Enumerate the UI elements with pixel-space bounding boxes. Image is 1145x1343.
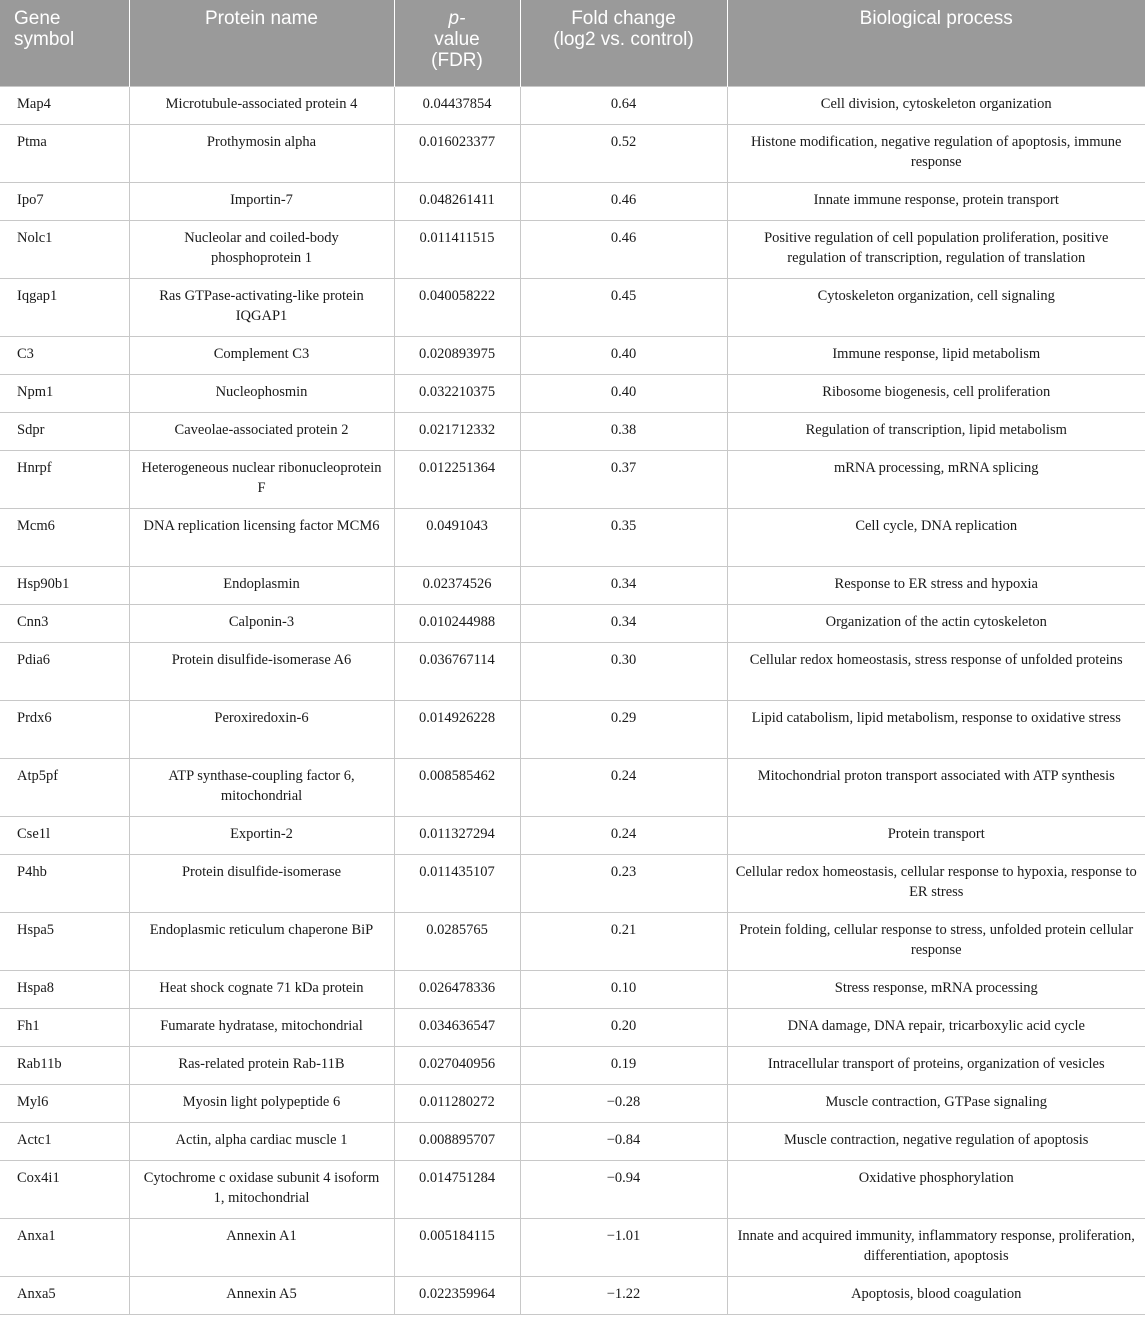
gene-symbol-cell: Cse1l	[0, 816, 129, 854]
p-value-cell: 0.026478336	[394, 970, 520, 1008]
fold-change-cell: 0.34	[520, 604, 727, 642]
gene-symbol-cell: Anxa5	[0, 1276, 129, 1314]
protein-name-cell: Calponin-3	[129, 604, 394, 642]
p-value-cell: 0.008585462	[394, 758, 520, 816]
p-value-cell: 0.021712332	[394, 412, 520, 450]
biological-process-cell: Response to ER stress and hypoxia	[727, 566, 1145, 604]
p-value-cell: 0.027040956	[394, 1046, 520, 1084]
protein-name-cell: Exportin-2	[129, 816, 394, 854]
gene-symbol-cell: Atp5pf	[0, 758, 129, 816]
p-value-cell: 0.011435107	[394, 854, 520, 912]
fold-change-cell: −0.28	[520, 1084, 727, 1122]
protein-name-cell: Protein disulfide-isomerase	[129, 854, 394, 912]
table-row	[0, 1160, 1145, 1218]
header-fold-change: Fold change (log2 vs. control)	[520, 0, 727, 86]
protein-name-cell: Nucleolar and coiled-body phosphoprotein 1	[129, 220, 394, 278]
p-value-cell: 0.005184115	[394, 1218, 520, 1276]
gene-symbol-cell: Mcm6	[0, 508, 129, 566]
fold-change-cell: −0.94	[520, 1160, 727, 1218]
table-header	[0, 0, 1145, 86]
protein-name-cell: Annexin A1	[129, 1218, 394, 1276]
biological-process-cell: Intracellular transport of proteins, organization of vesicles	[727, 1046, 1145, 1084]
protein-name-cell: Microtubule-associated protein 4	[129, 86, 394, 124]
table-row	[0, 450, 1145, 508]
protein-name-cell: ATP synthase-coupling factor 6, mitochondrial	[129, 758, 394, 816]
p-value-cell: 0.036767114	[394, 642, 520, 700]
fold-change-cell: 0.19	[520, 1046, 727, 1084]
table-body	[0, 86, 1145, 1314]
protein-name-cell: Endoplasmin	[129, 566, 394, 604]
table-row	[0, 816, 1145, 854]
p-value-cell: 0.020893975	[394, 336, 520, 374]
p-value-cell: 0.014926228	[394, 700, 520, 758]
fold-change-cell: 0.38	[520, 412, 727, 450]
table-row	[0, 912, 1145, 970]
header-p-value: p- value (FDR)	[394, 0, 520, 86]
header-gene-symbol: Gene symbol	[0, 0, 129, 86]
table-row	[0, 374, 1145, 412]
biological-process-cell: Innate and acquired immunity, inflammatory response, proliferation, differentiation, apoptosis	[727, 1218, 1145, 1276]
p-value-cell: 0.022359964	[394, 1276, 520, 1314]
gene-symbol-cell: Myl6	[0, 1084, 129, 1122]
protein-name-cell: DNA replication licensing factor MCM6	[129, 508, 394, 566]
header-biological-process: Biological process	[727, 0, 1145, 86]
protein-name-cell: Heat shock cognate 71 kDa protein	[129, 970, 394, 1008]
fold-change-cell: 0.21	[520, 912, 727, 970]
protein-name-cell: Endoplasmic reticulum chaperone BiP	[129, 912, 394, 970]
biological-process-cell: Protein folding, cellular response to stress, unfolded protein cellular response	[727, 912, 1145, 970]
fold-change-cell: 0.30	[520, 642, 727, 700]
table-row	[0, 1218, 1145, 1276]
protein-name-cell: Complement C3	[129, 336, 394, 374]
gene-symbol-cell: Hspa5	[0, 912, 129, 970]
fold-change-cell: 0.45	[520, 278, 727, 336]
biological-process-cell: Ribosome biogenesis, cell proliferation	[727, 374, 1145, 412]
gene-symbol-cell: C3	[0, 336, 129, 374]
biological-process-cell: Lipid catabolism, lipid metabolism, response to oxidative stress	[727, 700, 1145, 758]
fold-change-cell: 0.64	[520, 86, 727, 124]
gene-symbol-cell: Cnn3	[0, 604, 129, 642]
table-row	[0, 1008, 1145, 1046]
gene-symbol-cell: Hspa8	[0, 970, 129, 1008]
protein-name-cell: Peroxiredoxin-6	[129, 700, 394, 758]
p-value-cell: 0.008895707	[394, 1122, 520, 1160]
biological-process-cell: mRNA processing, mRNA splicing	[727, 450, 1145, 508]
p-value-cell: 0.011280272	[394, 1084, 520, 1122]
gene-symbol-cell: Pdia6	[0, 642, 129, 700]
p-value-cell: 0.014751284	[394, 1160, 520, 1218]
table-row	[0, 182, 1145, 220]
fold-change-cell: 0.20	[520, 1008, 727, 1046]
fold-change-cell: −1.22	[520, 1276, 727, 1314]
gene-symbol-cell: Fh1	[0, 1008, 129, 1046]
gene-symbol-cell: Ipo7	[0, 182, 129, 220]
p-value-cell: 0.0491043	[394, 508, 520, 566]
fold-change-cell: 0.29	[520, 700, 727, 758]
fold-change-cell: 0.46	[520, 220, 727, 278]
biological-process-cell: Mitochondrial proton transport associated with ATP synthesis	[727, 758, 1145, 816]
table-row	[0, 508, 1145, 566]
biological-process-cell: Protein transport	[727, 816, 1145, 854]
p-value-cell: 0.012251364	[394, 450, 520, 508]
p-value-cell: 0.02374526	[394, 566, 520, 604]
table-row	[0, 642, 1145, 700]
biological-process-cell: Innate immune response, protein transport	[727, 182, 1145, 220]
protein-name-cell: Actin, alpha cardiac muscle 1	[129, 1122, 394, 1160]
fold-change-cell: 0.34	[520, 566, 727, 604]
p-value-cell: 0.0285765	[394, 912, 520, 970]
biological-process-cell: Cellular redox homeostasis, cellular response to hypoxia, response to ER stress	[727, 854, 1145, 912]
table-row	[0, 1046, 1145, 1084]
biological-process-cell: Immune response, lipid metabolism	[727, 336, 1145, 374]
gene-symbol-cell: Prdx6	[0, 700, 129, 758]
fold-change-cell: 0.37	[520, 450, 727, 508]
p-value-cell: 0.040058222	[394, 278, 520, 336]
protein-name-cell: Protein disulfide-isomerase A6	[129, 642, 394, 700]
table-row	[0, 1122, 1145, 1160]
table-row	[0, 412, 1145, 450]
fold-change-cell: 0.24	[520, 816, 727, 854]
biological-process-cell: Histone modification, negative regulation of apoptosis, immune response	[727, 124, 1145, 182]
p-value-cell: 0.010244988	[394, 604, 520, 642]
table-row	[0, 854, 1145, 912]
gene-symbol-cell: Cox4i1	[0, 1160, 129, 1218]
protein-name-cell: Cytochrome c oxidase subunit 4 isoform 1, mitochondrial	[129, 1160, 394, 1218]
biological-process-cell: Organization of the actin cytoskeleton	[727, 604, 1145, 642]
p-value-cell: 0.048261411	[394, 182, 520, 220]
biological-process-cell: Positive regulation of cell population proliferation, positive regulation of transcription, regulation of translation	[727, 220, 1145, 278]
table-row	[0, 124, 1145, 182]
protein-name-cell: Nucleophosmin	[129, 374, 394, 412]
gene-symbol-cell: Hsp90b1	[0, 566, 129, 604]
protein-name-cell: Ras GTPase-activating-like protein IQGAP1	[129, 278, 394, 336]
table-row	[0, 604, 1145, 642]
protein-name-cell: Importin-7	[129, 182, 394, 220]
p-value-cell: 0.032210375	[394, 374, 520, 412]
p-value-cell: 0.011327294	[394, 816, 520, 854]
biological-process-cell: Regulation of transcription, lipid metabolism	[727, 412, 1145, 450]
fold-change-cell: 0.40	[520, 374, 727, 412]
table-row	[0, 220, 1145, 278]
biological-process-cell: Stress response, mRNA processing	[727, 970, 1145, 1008]
protein-name-cell: Fumarate hydratase, mitochondrial	[129, 1008, 394, 1046]
biological-process-cell: Apoptosis, blood coagulation	[727, 1276, 1145, 1314]
fold-change-cell: 0.10	[520, 970, 727, 1008]
table-row	[0, 1276, 1145, 1314]
gene-symbol-cell: Nolc1	[0, 220, 129, 278]
fold-change-cell: 0.46	[520, 182, 727, 220]
table-row	[0, 1084, 1145, 1122]
biological-process-cell: Oxidative phosphorylation	[727, 1160, 1145, 1218]
gene-symbol-cell: Ptma	[0, 124, 129, 182]
fold-change-cell: −1.01	[520, 1218, 727, 1276]
p-value-cell: 0.04437854	[394, 86, 520, 124]
biological-process-cell: Cellular redox homeostasis, stress response of unfolded proteins	[727, 642, 1145, 700]
gene-symbol-cell: Sdpr	[0, 412, 129, 450]
p-value-cell: 0.016023377	[394, 124, 520, 182]
protein-name-cell: Annexin A5	[129, 1276, 394, 1314]
fold-change-cell: 0.23	[520, 854, 727, 912]
biological-process-cell: Cytoskeleton organization, cell signaling	[727, 278, 1145, 336]
biological-process-cell: Muscle contraction, GTPase signaling	[727, 1084, 1145, 1122]
fold-change-cell: 0.40	[520, 336, 727, 374]
p-value-cell: 0.011411515	[394, 220, 520, 278]
gene-symbol-cell: P4hb	[0, 854, 129, 912]
table-row	[0, 970, 1145, 1008]
table-row	[0, 86, 1145, 124]
gene-symbol-cell: Hnrpf	[0, 450, 129, 508]
gene-symbol-cell: Anxa1	[0, 1218, 129, 1276]
biological-process-cell: Muscle contraction, negative regulation of apoptosis	[727, 1122, 1145, 1160]
gene-symbol-cell: Actc1	[0, 1122, 129, 1160]
fold-change-cell: 0.52	[520, 124, 727, 182]
biological-process-cell: Cell division, cytoskeleton organization	[727, 86, 1145, 124]
gene-symbol-cell: Iqgap1	[0, 278, 129, 336]
protein-name-cell: Caveolae-associated protein 2	[129, 412, 394, 450]
gene-symbol-cell: Rab11b	[0, 1046, 129, 1084]
protein-name-cell: Ras-related protein Rab-11B	[129, 1046, 394, 1084]
table-row	[0, 336, 1145, 374]
table-row	[0, 566, 1145, 604]
protein-name-cell: Myosin light polypeptide 6	[129, 1084, 394, 1122]
header-protein-name: Protein name	[129, 0, 394, 86]
fold-change-cell: −0.84	[520, 1122, 727, 1160]
biological-process-cell: DNA damage, DNA repair, tricarboxylic acid cycle	[727, 1008, 1145, 1046]
table-row	[0, 758, 1145, 816]
gene-symbol-cell: Map4	[0, 86, 129, 124]
p-value-cell: 0.034636547	[394, 1008, 520, 1046]
table-row	[0, 700, 1145, 758]
protein-name-cell: Heterogeneous nuclear ribonucleoprotein F	[129, 450, 394, 508]
fold-change-cell: 0.35	[520, 508, 727, 566]
protein-name-cell: Prothymosin alpha	[129, 124, 394, 182]
gene-symbol-cell: Npm1	[0, 374, 129, 412]
fold-change-cell: 0.24	[520, 758, 727, 816]
table-row	[0, 278, 1145, 336]
biological-process-cell: Cell cycle, DNA replication	[727, 508, 1145, 566]
